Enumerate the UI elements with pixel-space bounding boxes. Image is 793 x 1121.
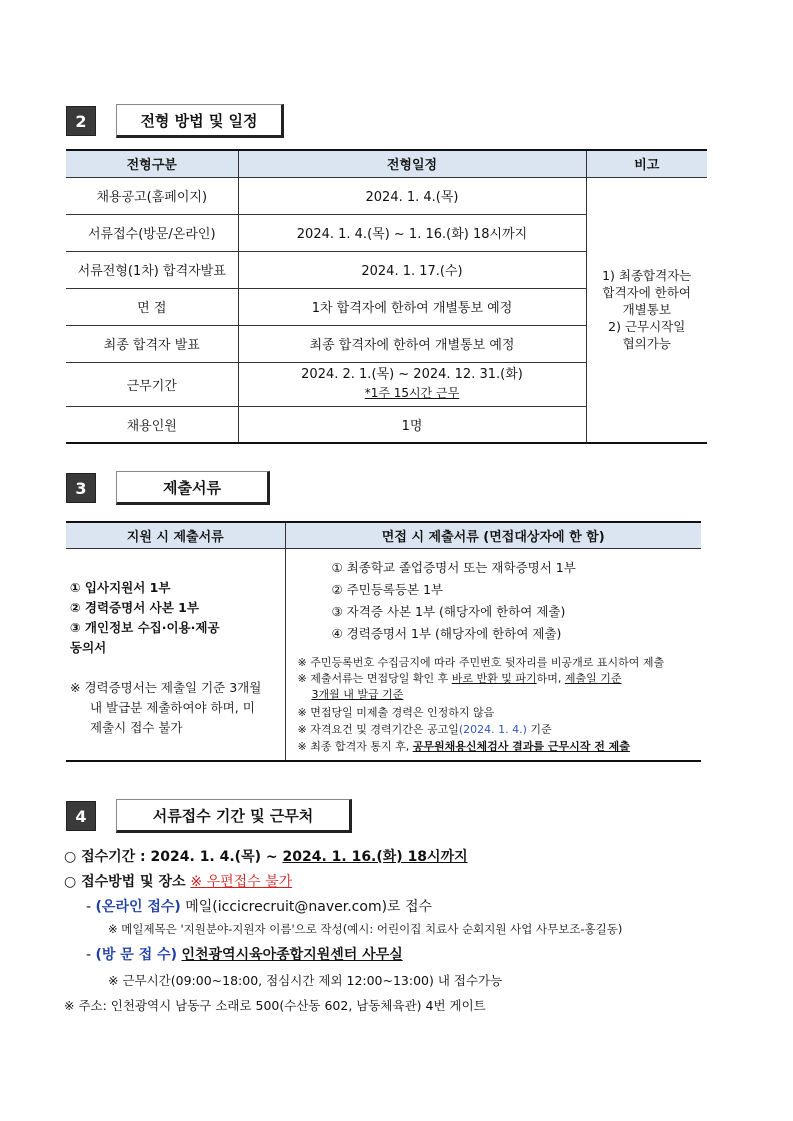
method-label: ○ 접수방법 및 장소	[64, 874, 191, 890]
online-line	[86, 896, 432, 916]
section-title: 서류접수 기간 및 근무처	[116, 799, 352, 833]
list-item: ④ 경력증명서 1부 (해당자에 한하여 제출)	[331, 625, 562, 641]
note-text: 기준	[526, 722, 552, 736]
note-line: 3개월 내 발급 기준	[311, 687, 404, 701]
column-header: 전형구분	[66, 150, 238, 177]
list-item: ② 경력증명서 사본 1부	[70, 599, 199, 615]
note-line: ※ 주민등록번호 수집금지에 따라 주민번호 뒷자리를 비공개로 표시하여 제출	[297, 655, 665, 669]
note-text: ※ 제출서류는 면접당일 확인 후	[297, 671, 452, 685]
category-cell: 채용인원	[66, 406, 238, 443]
column-header: 면접 시 제출서류 (면접대상자에 한 함)	[285, 522, 701, 548]
section-number: 4	[66, 801, 96, 831]
online-label: (온라인 접수)	[95, 899, 181, 915]
note-line: 개별통보	[622, 302, 671, 318]
visit-place: 인천광역시육아종합지원센터 사무실	[181, 947, 403, 963]
note-line: 합격자에 한하여	[602, 285, 691, 301]
period-text: ○ 접수기간 : 2024. 1. 4.(목) ~	[64, 849, 283, 865]
list-item: ③ 개인정보 수집·이용·제공	[70, 619, 220, 635]
schedule-cell: 2024. 1. 4.(목) ~ 1. 16.(화) 18시까지	[238, 214, 586, 251]
note-text: ※ 최종 합격자 통지 후,	[297, 739, 413, 753]
dash: -	[86, 947, 96, 963]
period-line	[64, 846, 468, 866]
section-number: 2	[66, 106, 96, 136]
column-header: 전형일정	[238, 150, 586, 177]
note-emphasis: 제출일 기준	[564, 671, 622, 685]
list-item: ① 입사지원서 1부	[70, 579, 171, 595]
note-text: 하며,	[536, 671, 565, 685]
category-cell: 근무기간	[66, 362, 238, 406]
schedule-cell	[238, 362, 586, 406]
schedule-cell: 2024. 1. 17.(수)	[238, 251, 586, 288]
category-cell: 채용공고(홈페이지)	[66, 177, 238, 214]
list-item: 동의서	[70, 639, 107, 655]
mail-subject-note: ※ 메일제목은 '지원분야-지원자 이름'으로 작성(예시: 어린이집 치료사 순회지원 사업 사무보조-홍길동)	[108, 922, 623, 936]
schedule-text: 2024. 2. 1.(목) ~ 2024. 12. 31.(화)	[301, 367, 523, 382]
note-line: 협의가능	[622, 336, 671, 352]
column-header: 비고	[586, 150, 707, 177]
schedule-table	[66, 149, 707, 444]
column-header: 지원 시 제출서류	[66, 522, 285, 548]
category-cell: 서류접수(방문/온라인)	[66, 214, 238, 251]
section-2-header	[66, 104, 284, 138]
note-cell	[586, 177, 707, 443]
table-row	[66, 177, 707, 214]
note-text: ※ 자격요건 및 경력기간은 공고일	[297, 722, 459, 736]
note-line	[298, 738, 630, 754]
visit-line	[86, 944, 403, 964]
category-cell: 서류전형(1차) 합격자발표	[66, 251, 238, 288]
table-header-row	[66, 150, 707, 177]
note-line: 제출시 접수 불가	[90, 719, 183, 735]
section-3-header	[66, 471, 270, 505]
table-header-row	[66, 522, 701, 548]
note-date: (2024. 1. 4.)	[458, 722, 527, 736]
online-text: 메일(iccicrecruit@naver.com)로 접수	[180, 899, 433, 915]
method-note: ※ 우편접수 불가	[190, 874, 293, 890]
section-4-header	[66, 799, 352, 833]
category-cell: 최종 합격자 발표	[66, 325, 238, 362]
address: ※ 주소: 인천광역시 남동구 소래로 500(수산동 602, 남동체육관) 4번 게이트	[64, 998, 486, 1013]
category-cell: 면 접	[66, 288, 238, 325]
note-emphasis: 바로 반환 및 파기	[451, 671, 537, 685]
list-item: ② 주민등록등본 1부	[331, 581, 444, 597]
schedule-note: *1주 15시간 근무	[364, 386, 460, 400]
note-line	[298, 721, 552, 737]
list-item: ① 최종학교 졸업증명서 또는 재학증명서 1부	[331, 559, 576, 575]
visit-label: (방 문 접 수)	[95, 947, 178, 963]
note-line: ※ 면접당일 미제출 경력은 인정하지 않음	[297, 705, 495, 719]
schedule-cell: 2024. 1. 4.(목)	[238, 177, 586, 214]
documents-table	[66, 521, 701, 762]
method-line	[64, 871, 292, 891]
note-line: 내 발급분 제출하여야 하며, 미	[90, 699, 255, 715]
interview-documents-cell	[285, 548, 701, 761]
schedule-cell: 1차 합격자에 한하여 개별통보 예정	[238, 288, 586, 325]
period-deadline: 2024. 1. 16.(화) 18시까지	[282, 849, 468, 865]
application-documents-cell	[66, 548, 285, 761]
note-line: 2) 근무시작일	[608, 319, 686, 335]
section-title: 전형 방법 및 일정	[116, 104, 284, 138]
section-title: 제출서류	[116, 471, 270, 505]
schedule-cell: 1명	[238, 406, 586, 443]
note-line: ※ 경력증명서는 제출일 기준 3개월	[70, 679, 262, 695]
note-emphasis: 공무원채용신체검사 결과를 근무시작 전 제출	[412, 739, 630, 753]
note-line	[298, 670, 622, 686]
note-line: 1) 최종합격자는	[602, 268, 692, 284]
dash: -	[86, 899, 96, 915]
table-row	[66, 548, 701, 761]
hours-note: ※ 근무시간(09:00~18:00, 점심시간 제외 12:00~13:00) 내 접수가능	[108, 973, 503, 988]
list-item: ③ 자격증 사본 1부 (해당자에 한하여 제출)	[331, 603, 566, 619]
section-number: 3	[66, 473, 96, 503]
schedule-cell: 최종 합격자에 한하여 개별통보 예정	[238, 325, 586, 362]
